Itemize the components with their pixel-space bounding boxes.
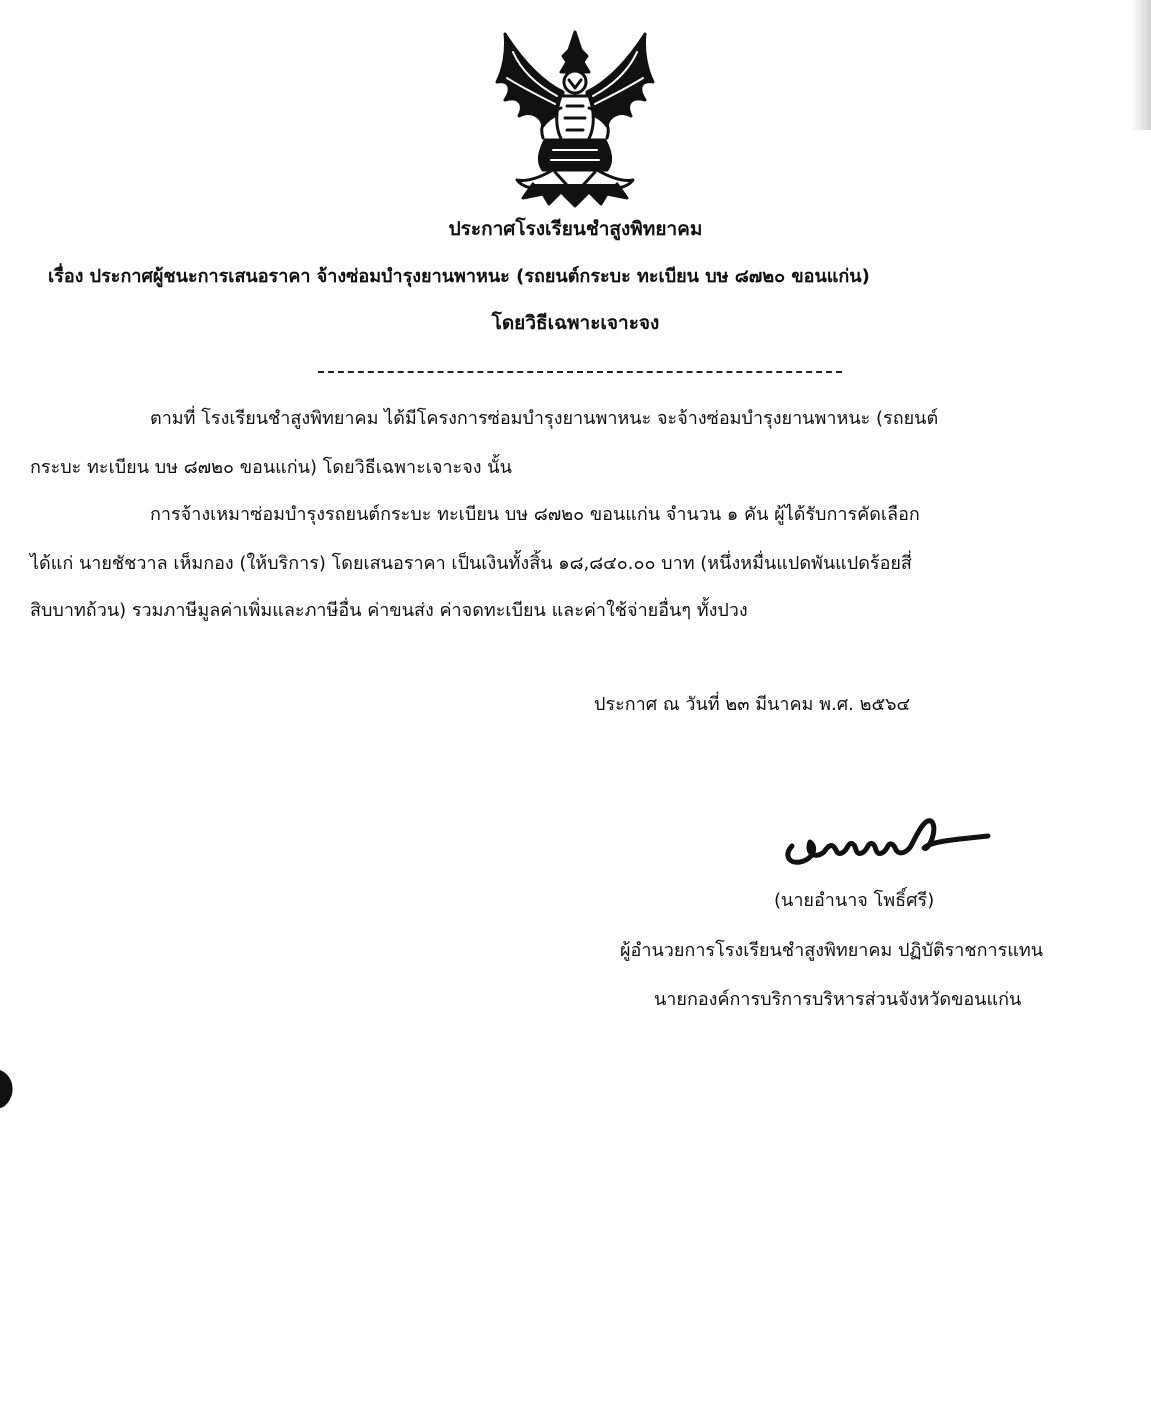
section-divider xyxy=(318,371,842,373)
signer-position-line-2: นายกองค์การบริการบริหารส่วนจังหวัดขอนแก่น xyxy=(654,989,1022,1010)
paragraph-1-line-1: ตามที่ โรงเรียนชำสูงพิทยาคม ได้มีโครงการซ่อมบำรุงยานพาหนะ จะจ้างซ่อมบำรุงยานพาหนะ (รถยนต์ xyxy=(150,408,939,429)
procurement-method: โดยวิธีเฉพาะเจาะจง xyxy=(491,312,660,334)
announcement-subject: เรื่อง ประกาศผู้ชนะการเสนอราคา จ้างซ่อมบำรุงยานพาหนะ (รถยนต์กระบะ ทะเบียน บษ ๘๗๒๐ ขอนแก่น) xyxy=(48,266,870,287)
handwritten-signature-icon xyxy=(778,808,992,872)
paragraph-2-line-1: การจ้างเหมาซ่อมบำรุงรถยนต์กระบะ ทะเบียน บษ ๘๗๒๐ ขอนแก่น จำนวน ๑ คัน ผู้ได้รับการคัดเลือก xyxy=(150,504,920,525)
signer-position-line-1: ผู้อำนวยการโรงเรียนชำสูงพิทยาคม ปฏิบัติราชการแทน xyxy=(620,940,1044,961)
paragraph-2-line-2: ได้แก่ นายชัชวาล เห็มกอง (ให้บริการ) โดยเสนอราคา เป็นเงินทั้งสิ้น ๑๘,๘๔๐.๐๐ บาท (หนึ่งหมื่นแปดพันแปดร้อยสี่ xyxy=(30,553,912,574)
page-title: ประกาศโรงเรียนชำสูงพิทยาคม xyxy=(448,218,703,240)
garuda-emblem-icon xyxy=(483,22,667,212)
punch-hole-mark xyxy=(0,1066,14,1110)
paragraph-2-line-3: สิบบาทถ้วน) รวมภาษีมูลค่าเพิ่มและภาษีอื่น ค่าขนส่ง ค่าจดทะเบียน และค่าใช้จ่ายอื่นๆ ทั้งปวง xyxy=(30,600,748,621)
paragraph-1-line-2: กระบะ ทะเบียน บษ ๘๗๒๐ ขอนแก่น) โดยวิธีเฉพาะเจาะจง นั้น xyxy=(30,457,512,478)
signer-name: (นายอำนาจ โพธิ์ศรี) xyxy=(774,890,935,911)
announcement-date: ประกาศ ณ วันที่ ๒๓ มีนาคม พ.ศ. ๒๕๖๔ xyxy=(594,694,911,715)
scan-shadow xyxy=(1131,0,1151,130)
